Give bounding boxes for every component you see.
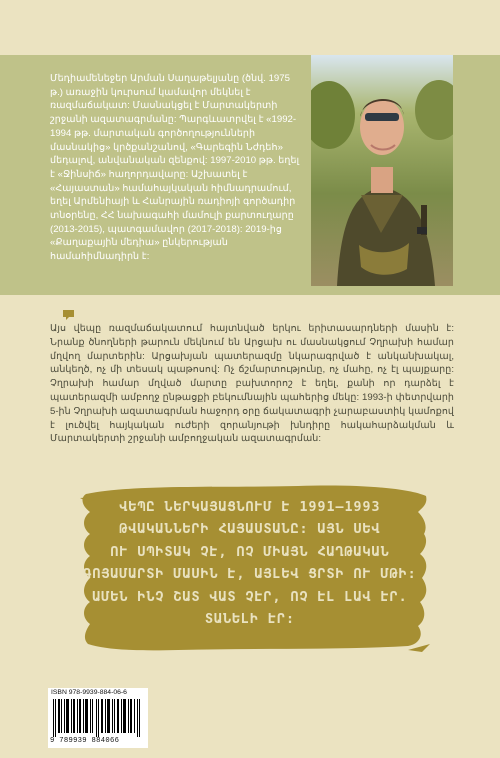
- isbn-label: ISBN 978-9939-884-06-6: [51, 689, 127, 696]
- barcode-bars: [51, 699, 145, 737]
- book-summary-text: Այս վեպը ռազմաճակատում հայտնված երկու երիտասարդների մասին է: Նրանք ծնողների թարուն մեկնում են Արցախ ու մասնակցում Չղրախի համար մղվող մարտերին: Արցախյան պատերազմը նկարագրված է անկանխակալ, անկեղծ, ոչ մի տեսակ պաթոսով: Ոչ ճշմարտությունը, ոչ մահը, ոչ էլ պայքարը: Չղրախի համար մղված մարտը բախտորոշ է եղել, քանի որ դարձել է պատերազմի ամբողջ ընթացքի բեկումնային պահերից մեկը: 1993-ի փետրվարի 5-ին Չղրախի ազատագրման հաջորդ օրը ճակատագրի չարաբաստիկ կամոքով է լուծվել հայկական ուժերի զորանյութի խնդիրը հակահարձակման և Մարտակերտի շրջանի ամբողջական ազատագրման:: [50, 323, 454, 445]
- tagline-line-6: ՏԱՆԵԼԻ ԷՐ:: [204, 612, 296, 628]
- tagline-block: [60, 497, 440, 631]
- tagline-line-2: ԹՎԱԿԱՆՆԵՐԻ ՀԱՅԱՍՏԱՆԸ: ԱՅՆ ՍԵՎ: [119, 522, 381, 538]
- isbn-barcode: [48, 688, 148, 748]
- tagline-line-3: ՈՒ ՍՊԻՏԱԿ ՉԷ, ՈՉ ՄԻԱՅՆ ՀԱՂԹԱԿԱՆ: [110, 544, 390, 560]
- tagline-line-1: ՎԵՊԸ ՆԵՐԿԱՅԱՑՆՈՒՄ Է 1991–1993: [119, 500, 381, 515]
- author-photo: [311, 55, 453, 286]
- tagline-line-4: ԳՈՅԱՄԱՐՏԻ ՄԱՍԻՆ Է, ԱՅԼԵՎ ՑՐՏԻ ՈՒ ՄԹԻ:: [83, 567, 417, 583]
- author-photo-image: [311, 55, 453, 286]
- quote-mark-icon: [62, 309, 76, 321]
- tagline-line-5: ԱՄԵՆ ԻՆՉ ՇԱՏ ՎԱՏ ՉԷՐ, ՈՉ ԷԼ ԼԱՎ ԷՐ.: [92, 589, 408, 605]
- author-bio-text: Մեդիամենեջեր Արման Սաղաթելյանը (ծնվ. 1975 թ.) առաջին կուրսում կամավոր մեկնել է ռազմաճակատ: Մասնակցել է Մարտակերտի շրջանի ազատագրմանը: Պարգևատրվել է «1992-1994 թթ. մարտական գործողությունների մասնակից» կրծքանշանով, «Գարեգին Նժդեհ» մեդալով, անվանական զենքով: 1997-2010 թթ. եղել է «Ջինսիճ» հաղորդավարը: Աշխատել է «Հայաստան» համահայկական հիմնադրամում, եղել Արմենիայի և Հանրային ռադիոյի գործադիր տնօրենը, ՀՀ նախագահի մամուլի քարտուղարը (2013-2015), պատգամավոր (2017-2018): 2019-ից «Քաղաքային մեդիա» ընկերության համահիմնադիրն է:: [50, 73, 300, 263]
- barcode-digits: 9 789939 884066: [50, 737, 120, 745]
